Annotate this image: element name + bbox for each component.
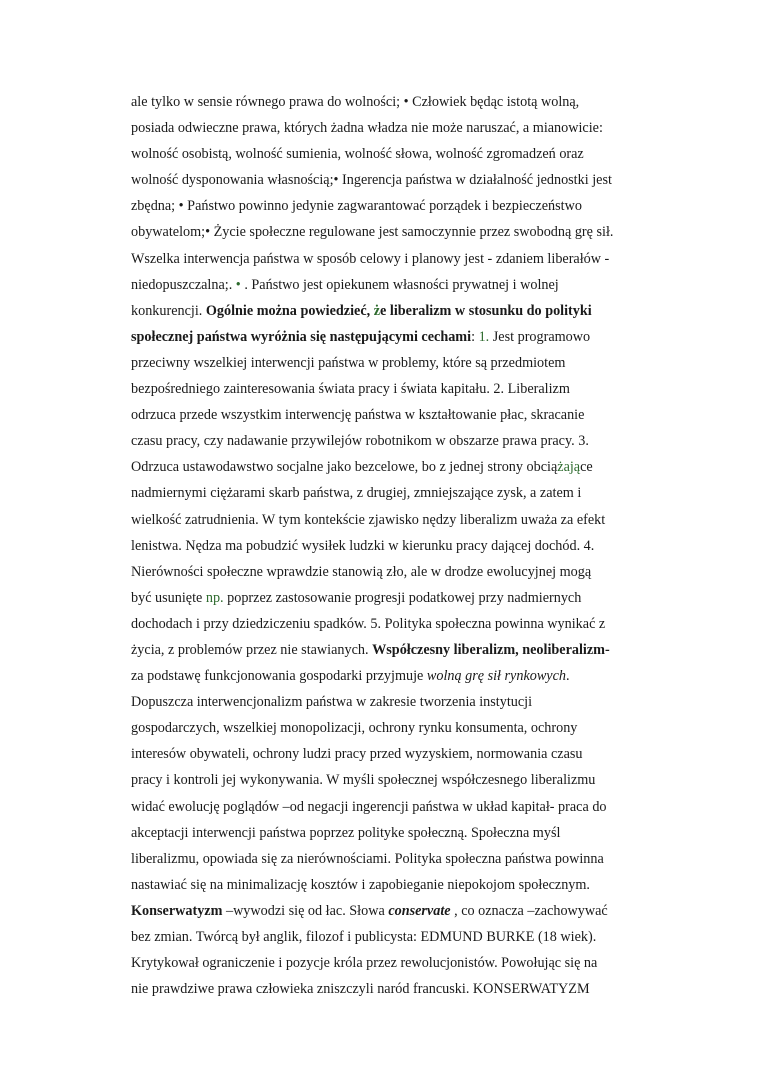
- point-number-green: 1.: [478, 328, 490, 345]
- italic-phrase: wolną grę sił rynkowych: [426, 668, 566, 685]
- text-line-5: zbędna; • Państwo powinno jedynie zagwarantować porządek i bezpieczeństwo: [131, 198, 582, 215]
- text-line-4: wolność dysponowania własnością;• Ingerencja państwa w działalność jednostki jest: [131, 172, 612, 189]
- text-line-17: wielkość zatrudnienia. W tym kontekście zjawisko nędzy liberalizm uważa za efekt: [131, 511, 606, 528]
- text-line-29: akceptacji interwencji państwa poprzez polityke społeczną. Społeczna myśl: [131, 824, 561, 841]
- bold-summary-end: społecznej państwa wyróżnia się następującymi cechami: [131, 328, 472, 345]
- text-line-35: nie prawdziwe prawa człowieka zniszczyli naród francuski. KONSERWATYZM: [131, 981, 590, 998]
- bullet-green: •: [235, 276, 241, 293]
- body-text: [131, 89, 631, 1002]
- text-line-27: pracy i kontroli jej wykonywania. W myśli społecznej współczesnego liberalizmu: [131, 772, 596, 789]
- text-line-14: czasu pracy, czy nadawanie przywilejów robotnikom w obszarze prawa pracy. 3.: [131, 433, 589, 450]
- text-line-22: życia, z problemów przez nie stawianych. Współczesny liberalizm, neoliberalizm-: [131, 641, 610, 658]
- text-line-16: nadmiernymi ciężarami skarb państwa, z drugiej, zmniejszające zysk, a zatem i: [131, 485, 582, 502]
- text-line-31: nastawiać się na minimalizację kosztów i zapobieganie niepokojom społecznym.: [131, 876, 590, 893]
- text-line-3: wolność osobistą, wolność sumienia, wolność słowa, wolność zgromadzeń oraz: [131, 146, 584, 163]
- text-line-2: posiada odwieczne prawa, których żadna władza nie może naruszać, a mianowicie:: [131, 120, 603, 137]
- text-line-26: interesów obywateli, ochrony ludzi pracy przed wyzyskiem, normowania czasu: [131, 746, 583, 763]
- text-line-1: ale tylko w sensie równego prawa do wolności; • Człowiek będąc istotą wolną,: [131, 94, 580, 110]
- text-line-24: Dopuszcza interwencjonalizm państwa w zakresie tworzenia instytucji: [131, 694, 533, 711]
- text-line-23: za podstawę funkcjonowania gospodarki przyjmuje wolną grę sił rynkowych.: [131, 668, 570, 685]
- text-line-10: społecznej państwa wyróżnia się następującymi cechami: 1. Jest programowo: [131, 328, 591, 345]
- text-line-34: Krytykował ograniczenie i pozycje króla przez rewolucjonistów. Powołując się na: [131, 955, 598, 972]
- text-line-19: Nierówności społeczne wprawdzie stanowią zło, ale w drodze ewolucyjnej mogą: [131, 563, 592, 580]
- text-line-8: niedopuszczalna;. • . Państwo jest opiekunem własności prywatnej i wolnej: [131, 276, 559, 293]
- text-line-9: konkurencji. Ogólnie można powiedzieć, że liberalizm w stosunku do polityki: [131, 302, 592, 319]
- text-line-32: Konserwatyzm –wywodzi się od łac. Słowa conservate , co oznacza –zachowywać: [131, 902, 608, 919]
- text-line-6: obywatelom;• Życie społeczne regulowane jest samoczynnie przez swobodną grę sił.: [131, 224, 614, 241]
- bold-conservatism-heading: Konserwatyzm: [131, 902, 223, 919]
- highlight-green-word: żają: [557, 459, 581, 476]
- text-line-7: Wszelka interwencja państwa w sposób celowy i planowy jest - zdaniem liberałów -: [131, 250, 610, 267]
- text-line-11: przeciwny wszelkiej interwencji państwa w problemy, które są przedmiotem: [131, 354, 566, 371]
- text-line-15: Odrzuca ustawodawstwo socjalne jako bezcelowe, bo z jednej strony obciążające: [131, 459, 593, 476]
- abbreviation-green: np.: [205, 589, 224, 606]
- text-line-12: bezpośredniego zainteresowania świata pracy i świata kapitału. 2. Liberalizm: [131, 381, 570, 398]
- bold-italic-latin-word: conservate: [388, 902, 451, 919]
- text-line-25: gospodarczych, wszelkiej monopolizacji, ochrony rynku konsumenta, ochrony: [131, 720, 578, 737]
- text-line-33: bez zmian. Twórcą był anglik, filozof i publicysta: EDMUND BURKE (18 wiek).: [131, 929, 597, 945]
- text-line-20: być usunięte np. poprzez zastosowanie progresji podatkowej przy nadmiernych: [131, 589, 582, 606]
- text-line-30: liberalizmu, opowiada się za nierównościami. Polityka społeczna państwa powinna: [131, 850, 604, 867]
- text-line-28: widać ewolucję poglądów –od negacji ingerencji państwa w układ kapitał- praca do: [131, 798, 607, 815]
- highlight-letter: ż: [373, 302, 381, 319]
- bold-summary-start: Ogólnie można powiedzieć,: [205, 302, 374, 319]
- text-line-21: dochodach i przy dziedziczeniu spadków. 5. Polityka społeczna powinna wynikać z: [131, 615, 606, 632]
- text-line-13: odrzuca przede wszystkim interwencję państwa w kształtowanie płac, skracanie: [131, 407, 585, 424]
- bold-neoliberalism-heading: Współczesny liberalizm, neoliberalizm-: [372, 641, 610, 658]
- text-line-18: lenistwa. Nędza ma pobudzić wysiłek ludzki w kierunku pracy dającej dochód. 4.: [131, 537, 595, 554]
- bold-summary-cont: e liberalizm w stosunku do polityki: [380, 302, 592, 319]
